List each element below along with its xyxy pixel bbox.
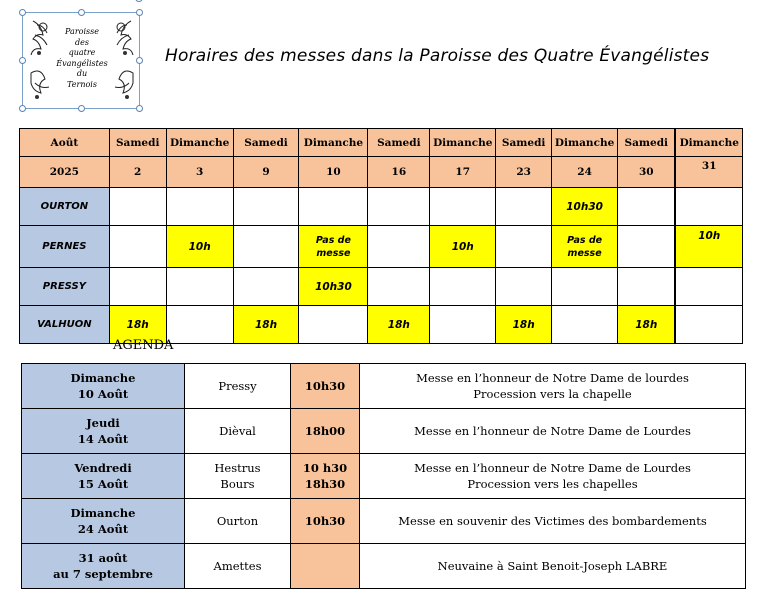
empty-cell — [675, 188, 742, 226]
empty-cell — [552, 268, 618, 306]
agenda-row — [22, 544, 746, 589]
church-name: VALHUON — [20, 306, 110, 344]
agenda-description — [360, 409, 746, 454]
empty-cell — [368, 268, 430, 306]
page-title: Horaires des messes dans la Paroisse des Quatre Évangélistes — [165, 46, 710, 66]
empty-cell — [430, 188, 496, 226]
mass-schedule-table — [19, 128, 743, 344]
empty-cell — [430, 306, 496, 344]
mass-time-cell: 18h — [368, 306, 430, 344]
agenda-row — [22, 409, 746, 454]
agenda-row — [22, 454, 746, 499]
mass-time-cell: 10h30 — [299, 268, 368, 306]
empty-cell — [618, 268, 676, 306]
agenda-date-line: Vendredi — [74, 461, 132, 475]
church-name: PERNES — [20, 226, 110, 268]
agenda-date-line: Dimanche — [70, 506, 136, 520]
resize-handle[interactable] — [78, 9, 85, 16]
day-header: Samedi — [368, 129, 430, 157]
resize-handle[interactable] — [136, 105, 143, 112]
agenda-date — [22, 544, 185, 589]
agenda-time — [291, 454, 360, 499]
agenda-description-line: Messe en l’honneur de Notre Dame de lourdes — [416, 371, 689, 385]
mass-time-cell: 18h — [496, 306, 552, 344]
agenda-place-line: Dièval — [219, 424, 256, 438]
day-header: Samedi — [496, 129, 552, 157]
mass-time-cell: 18h — [109, 306, 166, 344]
empty-cell — [166, 188, 233, 226]
mass-time-cell: 10h — [675, 226, 742, 268]
empty-cell — [166, 306, 233, 344]
agenda-description-line: Messe en l’honneur de Notre Dame de Lourdes — [414, 424, 691, 438]
agenda-place — [185, 454, 291, 499]
empty-cell — [675, 268, 742, 306]
logo-text: Paroisse des quatre Évangélistes du Ternois — [56, 27, 108, 89]
resize-handle[interactable] — [136, 9, 143, 16]
agenda-time-line: 10 h30 — [302, 461, 348, 475]
agenda-place-line: Pressy — [218, 379, 257, 393]
agenda-description-line: Messe en souvenir des Victimes des bombardements — [398, 514, 707, 528]
mass-time-cell: Pas de messe — [552, 226, 618, 268]
agenda-time — [291, 544, 360, 589]
schedule-row-pernes — [20, 226, 743, 268]
agenda-date-line: 24 Août — [77, 522, 129, 536]
agenda-place-line: Ourton — [216, 514, 259, 528]
date-header: 30 — [618, 157, 676, 188]
mass-time-cell: 18h — [233, 306, 299, 344]
mass-time-cell: Pas de messe — [299, 226, 368, 268]
agenda-date — [22, 364, 185, 409]
day-header: Dimanche — [675, 129, 742, 157]
date-header: 2 — [109, 157, 166, 188]
agenda-date-line: 31 août — [78, 551, 128, 565]
agenda-time-line: 10h30 — [304, 514, 346, 528]
mass-time-cell: 10h — [430, 226, 496, 268]
agenda-description-line: Neuvaine à Saint Benoit-Joseph LABRE — [437, 559, 668, 573]
date-header: 23 — [496, 157, 552, 188]
church-name: OURTON — [20, 188, 110, 226]
day-header: Samedi — [109, 129, 166, 157]
agenda-description — [360, 499, 746, 544]
agenda-description — [360, 454, 746, 499]
empty-cell — [496, 268, 552, 306]
empty-cell — [109, 188, 166, 226]
day-header: Dimanche — [299, 129, 368, 157]
agenda-description — [360, 364, 746, 409]
agenda-date-line: Jeudi — [86, 416, 120, 430]
parish-logo[interactable] — [22, 12, 140, 109]
date-header: 10 — [299, 157, 368, 188]
agenda-heading: AGENDA — [113, 338, 174, 353]
agenda-description — [360, 544, 746, 589]
agenda-date-line: au 7 septembre — [53, 567, 153, 581]
agenda-place — [185, 499, 291, 544]
date-header: 9 — [233, 157, 299, 188]
day-header: Samedi — [618, 129, 676, 157]
year-header: 2025 — [20, 157, 110, 188]
empty-cell — [368, 188, 430, 226]
day-header: Samedi — [233, 129, 299, 157]
agenda-time-line: 18h00 — [304, 424, 346, 438]
resize-handle[interactable] — [136, 57, 143, 64]
agenda-table — [21, 363, 746, 589]
rotate-handle[interactable] — [135, 0, 143, 2]
agenda-row — [22, 364, 746, 409]
mass-time-cell: 10h — [166, 226, 233, 268]
agenda-place-line: Amettes — [213, 559, 262, 573]
agenda-place-line: Hestrus — [214, 461, 261, 475]
empty-cell — [368, 226, 430, 268]
date-header: 24 — [552, 157, 618, 188]
agenda-date — [22, 454, 185, 499]
day-header: Dimanche — [552, 129, 618, 157]
agenda-description-line: Procession vers la chapelle — [473, 387, 632, 401]
resize-handle[interactable] — [19, 57, 26, 64]
empty-cell — [552, 306, 618, 344]
agenda-description-line: Messe en l’honneur de Notre Dame de Lourdes — [414, 461, 691, 475]
agenda-time-line: 10h30 — [304, 379, 346, 393]
date-header: 31 — [675, 157, 742, 188]
agenda-date — [22, 499, 185, 544]
day-header: Dimanche — [166, 129, 233, 157]
agenda-place — [185, 364, 291, 409]
empty-cell — [618, 226, 676, 268]
agenda-time — [291, 499, 360, 544]
agenda-time — [291, 409, 360, 454]
empty-cell — [233, 268, 299, 306]
empty-cell — [675, 306, 742, 344]
day-header: Dimanche — [430, 129, 496, 157]
empty-cell — [618, 188, 676, 226]
empty-cell — [496, 188, 552, 226]
empty-cell — [233, 188, 299, 226]
agenda-date — [22, 409, 185, 454]
month-header: Août — [20, 129, 110, 157]
agenda-place — [185, 409, 291, 454]
resize-handle[interactable] — [19, 9, 26, 16]
empty-cell — [299, 188, 368, 226]
agenda-place — [185, 544, 291, 589]
church-name: PRESSY — [20, 268, 110, 306]
agenda-date-line: Dimanche — [70, 371, 136, 385]
agenda-date-line: 14 Août — [77, 432, 129, 446]
agenda-time-line: 18h30 — [304, 477, 346, 491]
empty-cell — [233, 226, 299, 268]
agenda-description-line: Procession vers les chapelles — [467, 477, 638, 491]
mass-time-cell: 10h30 — [552, 188, 618, 226]
mass-time-cell: 18h — [618, 306, 676, 344]
schedule-row-ourton — [20, 188, 743, 226]
empty-cell — [299, 306, 368, 344]
agenda-date-line: 10 Août — [77, 387, 129, 401]
empty-cell — [496, 226, 552, 268]
date-header: 16 — [368, 157, 430, 188]
agenda-row — [22, 499, 746, 544]
date-header: 3 — [166, 157, 233, 188]
agenda-date-line: 15 Août — [77, 477, 129, 491]
agenda-place-line: Bours — [220, 477, 255, 491]
empty-cell — [109, 268, 166, 306]
schedule-row-pressy — [20, 268, 743, 306]
agenda-time — [291, 364, 360, 409]
empty-cell — [166, 268, 233, 306]
resize-handle[interactable] — [78, 105, 85, 112]
resize-handle[interactable] — [19, 105, 26, 112]
empty-cell — [109, 226, 166, 268]
date-header: 17 — [430, 157, 496, 188]
empty-cell — [430, 268, 496, 306]
